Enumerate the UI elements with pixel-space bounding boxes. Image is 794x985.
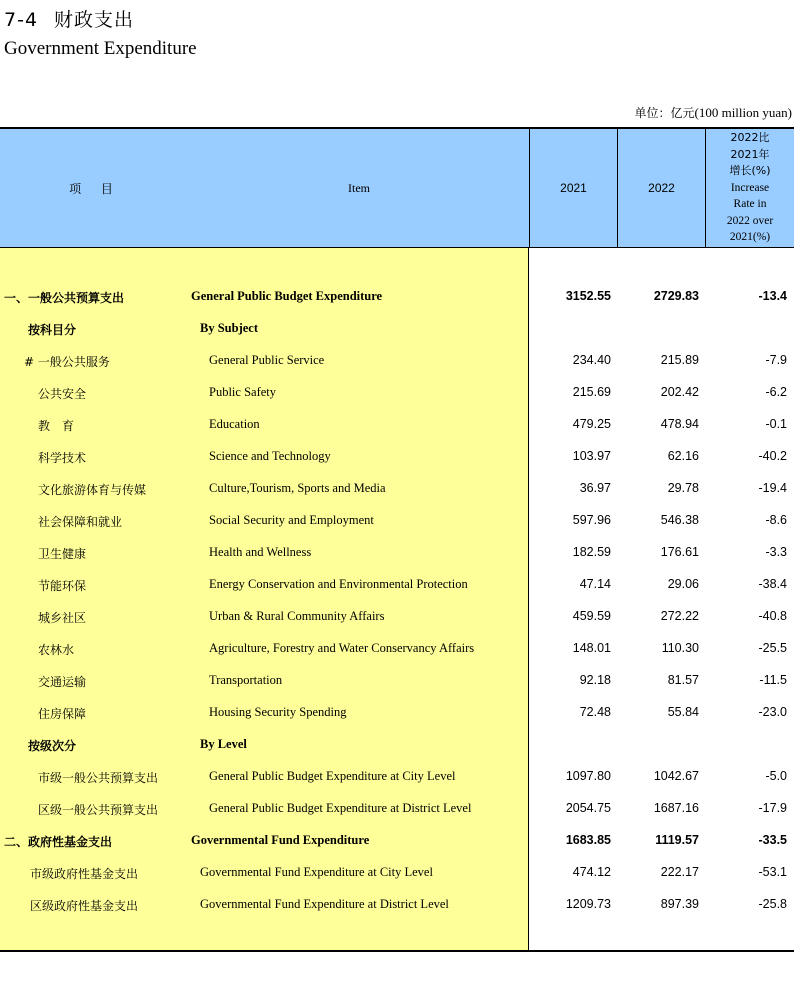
table-title-cn-text: 财政支出 (54, 9, 135, 31)
header-item-cn: 项 目 (69, 181, 121, 196)
table-row (0, 830, 794, 850)
table-row (0, 606, 794, 626)
value-rate: -33.5 (758, 833, 787, 847)
row-label-en: Science and Technology (209, 449, 331, 463)
header-rate (705, 129, 794, 247)
unit-cn: 单位：亿元 (634, 106, 695, 120)
header-rate-line: Rate in (733, 198, 767, 211)
table-row (0, 574, 794, 594)
value-2021: 103.97 (572, 449, 611, 463)
row-label-en: Health and Wellness (209, 545, 312, 559)
value-rate: -0.1 (765, 417, 787, 431)
value-rate: -40.2 (758, 449, 787, 463)
value-2021: 47.14 (579, 577, 611, 591)
table-row (0, 894, 794, 914)
value-rate: -38.4 (758, 577, 787, 591)
value-2022: 478.94 (660, 417, 699, 431)
value-2021: 72.48 (579, 705, 611, 719)
value-rate: -3.3 (765, 545, 787, 559)
table-row (0, 478, 794, 498)
value-2021: 1209.73 (565, 897, 611, 911)
value-rate: -17.9 (758, 801, 787, 815)
value-2022: 215.89 (660, 353, 699, 367)
table-header (0, 127, 794, 248)
value-2021: 1097.80 (565, 769, 611, 783)
row-label-en: By Level (200, 737, 247, 751)
value-2022: 29.78 (667, 481, 699, 495)
value-2021: 474.12 (572, 865, 611, 879)
row-label-cn: 科学技术 (38, 451, 87, 465)
value-2022: 1042.67 (653, 769, 699, 783)
value-rate: -40.8 (758, 609, 787, 623)
value-2021: 479.25 (572, 417, 611, 431)
table-bottom-rule (0, 950, 794, 952)
row-label-en: General Public Service (209, 353, 325, 367)
row-label-cn: 社会保障和就业 (38, 515, 123, 529)
value-rate: -25.8 (758, 897, 787, 911)
value-2022: 110.30 (661, 641, 699, 655)
value-2021: 2054.75 (565, 801, 611, 815)
row-label-en: Energy Conservation and Environmental Protection (209, 577, 468, 591)
header-2022: 2022 (617, 129, 705, 247)
table-row (0, 286, 794, 306)
value-2022: 176.61 (660, 545, 699, 559)
value-2022: 2729.83 (653, 289, 699, 303)
value-2021: 148.01 (572, 641, 611, 655)
value-2021: 234.40 (572, 353, 611, 367)
value-rate: -23.0 (758, 705, 787, 719)
row-label-cn: 二、政府性基金支出 (4, 835, 113, 849)
value-rate: -6.2 (765, 385, 787, 399)
value-2022: 897.39 (660, 897, 699, 911)
table-row (0, 702, 794, 722)
row-label-cn: 市级政府性基金支出 (30, 867, 139, 881)
table-title-cn (4, 5, 134, 32)
row-label-en: Education (209, 417, 260, 431)
table-number: 7-4 (4, 9, 39, 31)
unit-label (634, 104, 792, 121)
row-label-cn: 节能环保 (38, 579, 87, 593)
row-label-cn: 农林水 (38, 643, 75, 657)
table-row (0, 414, 794, 434)
row-label-en: Social Security and Employment (209, 513, 374, 527)
row-label-en: Housing Security Spending (209, 705, 347, 719)
value-2021: 459.59 (572, 609, 611, 623)
value-rate: -8.6 (765, 513, 787, 527)
row-label-cn: 按级次分 (28, 739, 77, 753)
header-item-en: Item (348, 180, 370, 195)
table-row (0, 542, 794, 562)
row-label-en: Governmental Fund Expenditure (191, 833, 370, 847)
header-rate-line: 2022 over (726, 214, 774, 227)
header-2021: 2021 (529, 129, 617, 247)
table-row (0, 446, 794, 466)
value-2021: 1683.85 (565, 833, 611, 847)
value-2021: 92.18 (579, 673, 611, 687)
table-row (0, 638, 794, 658)
row-label-en: Culture,Tourism, Sports and Media (209, 481, 386, 495)
value-2022: 1119.57 (655, 833, 699, 847)
row-label-en: General Public Budget Expenditure at City Level (209, 769, 456, 783)
value-2021: 597.96 (572, 513, 611, 527)
table-row (0, 382, 794, 402)
row-label-cn: 一、一般公共预算支出 (4, 291, 125, 305)
header-rate-line: 增长(%) (729, 164, 771, 178)
value-2021: 215.69 (572, 385, 611, 399)
value-rate: -7.9 (765, 353, 787, 367)
row-label-en: Urban & Rural Community Affairs (209, 609, 385, 623)
row-label-cn: 区级一般公共预算支出 (38, 803, 159, 817)
value-rate: -5.0 (765, 769, 787, 783)
table-row (0, 862, 794, 882)
value-2022: 546.38 (660, 513, 699, 527)
row-label-cn: # 一般公共服务 (24, 355, 110, 369)
value-2022: 272.22 (660, 609, 699, 623)
table-row (0, 766, 794, 786)
value-rate: -25.5 (758, 641, 787, 655)
row-label-cn: 交通运输 (38, 675, 87, 689)
table-row (0, 670, 794, 690)
row-label-cn: 公共安全 (38, 387, 87, 401)
header-rate-line: Increase (730, 181, 770, 194)
header-rate-line: 2021(%) (729, 231, 771, 244)
row-label-cn: 教 育 (38, 419, 75, 433)
table-row (0, 510, 794, 530)
header-rate-line: 2022比 (730, 131, 770, 145)
table-title-en: Government Expenditure (4, 38, 197, 59)
value-2022: 81.57 (667, 673, 699, 687)
row-label-en: Agriculture, Forestry and Water Conservancy Affairs (209, 641, 475, 655)
value-rate: -53.1 (758, 865, 787, 879)
table-row (0, 798, 794, 818)
value-rate: -19.4 (758, 481, 787, 495)
table-row (0, 350, 794, 370)
value-2022: 202.42 (660, 385, 699, 399)
table-row (0, 734, 794, 754)
header-rate-line: 2021年 (730, 147, 770, 161)
value-2021: 3152.55 (565, 289, 611, 303)
row-label-cn: 区级政府性基金支出 (30, 899, 139, 913)
row-label-cn: 文化旅游体育与传媒 (38, 483, 147, 497)
row-label-en: By Subject (200, 321, 258, 335)
row-label-cn: 卫生健康 (38, 547, 87, 561)
value-2021: 36.97 (579, 481, 611, 495)
row-label-en: General Public Budget Expenditure (191, 289, 383, 303)
row-label-cn: 市级一般公共预算支出 (38, 771, 159, 785)
value-2022: 222.17 (660, 865, 699, 879)
value-2022: 1687.16 (653, 801, 699, 815)
row-label-en: Governmental Fund Expenditure at District Level (200, 897, 449, 911)
unit-en: (100 million yuan) (694, 105, 792, 120)
row-label-cn: 按科目分 (28, 323, 77, 337)
row-label-cn: 城乡社区 (38, 611, 87, 625)
row-label-en: General Public Budget Expenditure at District Level (209, 801, 472, 815)
value-2022: 29.06 (667, 577, 699, 591)
table-row (0, 318, 794, 338)
value-2022: 55.84 (667, 705, 699, 719)
row-label-en: Transportation (209, 673, 283, 687)
value-2022: 62.16 (667, 449, 699, 463)
row-label-cn: 住房保障 (38, 707, 87, 721)
value-2021: 182.59 (572, 545, 611, 559)
row-label-en: Governmental Fund Expenditure at City Level (200, 865, 433, 879)
value-rate: -13.4 (758, 289, 787, 303)
value-rate: -11.5 (759, 673, 787, 687)
row-label-en: Public Safety (209, 385, 277, 399)
